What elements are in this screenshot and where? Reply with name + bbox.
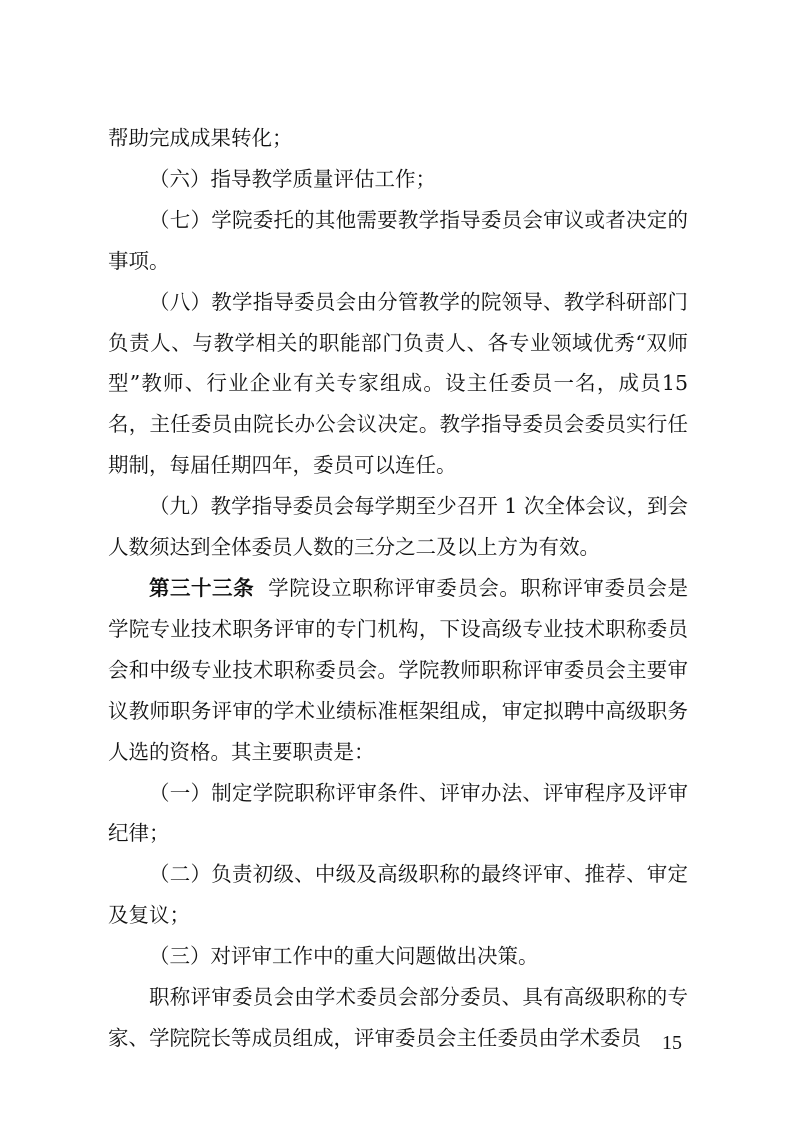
paragraph-article-33 [108,568,688,773]
article-heading: 第三十三条 [149,575,255,600]
paragraph-item-8: （八）教学指导委员会由分管教学的院领导、教学科研部门负责人、与教学相关的职能部门负责人、各专业领域优秀“双师型”教师、行业企业有关专家组成。设主任委员一名，成员15名，主任委员由院长办公会议决定。教学指导委员会委员实行任期制，每届任期四年，委员可以连任。 [108,289,688,478]
paragraph-composition: 职称评审委员会由学术委员会部分委员、具有高级职称的专家、学院院长等成员组成，评审委员会主任委员由学术委员 [108,985,688,1050]
paragraph-continuation: 帮助完成成果转化； [108,126,293,150]
paragraph-item-6: （六）指导教学质量评估工作； [149,166,436,191]
paragraph-item-9: （九）教学指导委员会每学期至少召开 1 次全体会议，到会人数须达到全体委员人数的三分之二及以上方为有效。 [108,494,688,560]
body-text [108,118,688,1059]
paragraph-duty-3: （三）对评审工作中的重大问题做出决策。 [149,944,539,969]
paragraph-duty-1: （一）制定学院职称评审条件、评审办法、评审程序及评审纪律； [108,780,688,846]
page-number: 15 [662,1032,682,1054]
paragraph-item-7: （七）学院委托的其他需要教学指导委员会审议或者决定的事项。 [108,207,688,273]
paragraph-duty-2: （二）负责初级、中级及高级职称的最终评审、推荐、审定及复议； [108,862,688,928]
article-text: 学院设立职称评审委员会。职称评审委员会是学院专业技术职务评审的专门机构，下设高级专业技术职称委员会和中级专业技术职称委员会。学院教师职称评审委员会主要审议教师职务评审的学术业绩标准框架组成，审定拟聘中高级职务人选的资格。其主要职责是： [108,575,689,764]
